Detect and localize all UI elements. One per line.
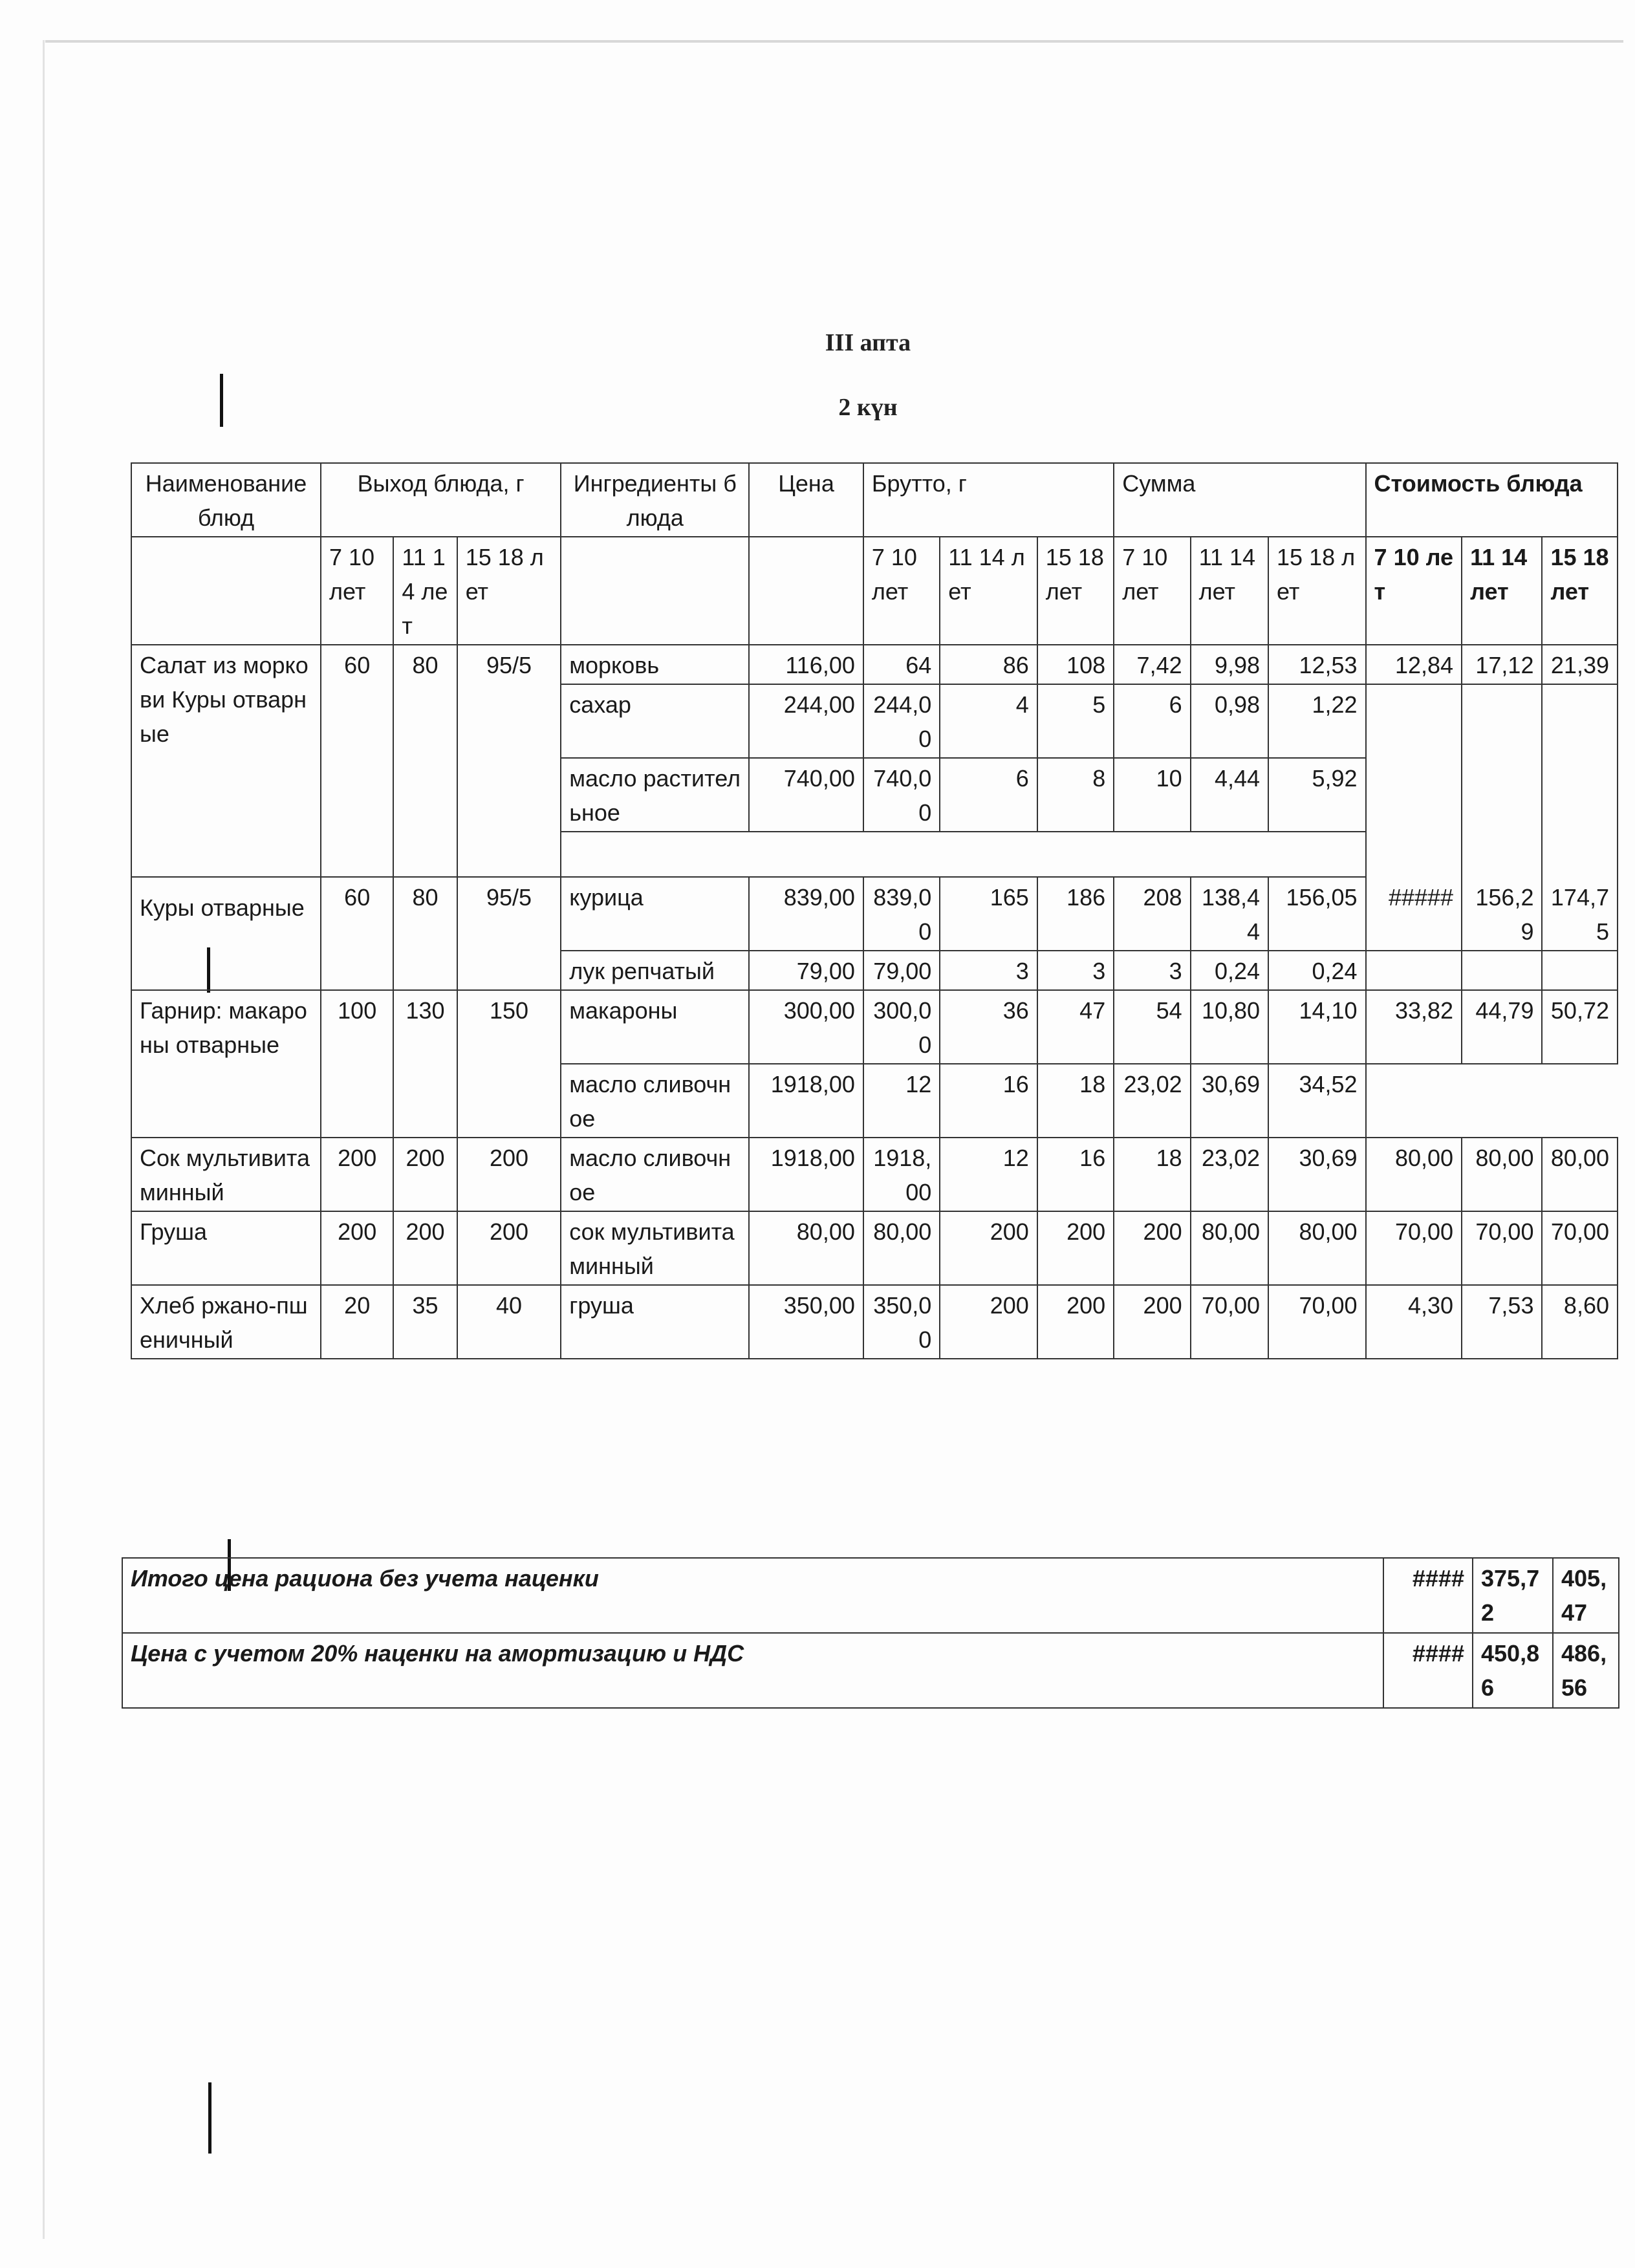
sum-value: 14,10 — [1268, 990, 1366, 1064]
cost-value: 17,12 — [1462, 645, 1542, 684]
ingredient: лук репчатый — [561, 951, 749, 990]
price: 1918,00 — [749, 1138, 863, 1211]
sum-value: 18 — [1114, 1138, 1190, 1211]
sum-value: 34,52 — [1268, 1064, 1366, 1138]
col-price: Цена — [749, 463, 863, 537]
gross-value: 200 — [940, 1211, 1037, 1285]
price: 244,00 — [749, 684, 863, 758]
cost-value: 12,84 — [1366, 645, 1462, 684]
cost-value: 70,00 — [1542, 1211, 1618, 1285]
total-value: #### — [1383, 1633, 1473, 1708]
cost-value: 80,00 — [1462, 1138, 1542, 1211]
total-value: 375,72 — [1473, 1558, 1553, 1633]
sum-value: 54 — [1114, 990, 1190, 1064]
total-value: 450,86 — [1473, 1633, 1553, 1708]
yield-value: 35 — [393, 1285, 457, 1359]
gross-value: 3 — [1037, 951, 1114, 990]
sum-value: 12,53 — [1268, 645, 1366, 684]
cost-value: ##### — [1366, 877, 1462, 951]
gross-value: 200 — [940, 1285, 1037, 1359]
gross-value: 18 — [1037, 1064, 1114, 1138]
sum-value: 200 — [1114, 1211, 1190, 1285]
yield-value: 200 — [321, 1211, 393, 1285]
cost-value: 156,29 — [1462, 877, 1542, 951]
sum-value: 30,69 — [1268, 1138, 1366, 1211]
age-header: 11 14 лет — [1462, 537, 1542, 645]
yield-value: 200 — [321, 1138, 393, 1211]
table-row — [131, 645, 1618, 684]
gross-value: 200 — [1037, 1211, 1114, 1285]
total-row — [122, 1558, 1619, 1633]
yield-value: 60 — [321, 645, 393, 877]
gross-value: 36 — [940, 990, 1037, 1064]
yield-value: 40 — [457, 1285, 561, 1359]
total-value: #### — [1383, 1558, 1473, 1633]
age-header: 11 14 лет — [1191, 537, 1268, 645]
sum-value: 3 — [1114, 951, 1190, 990]
sum-value: 7,42 — [1114, 645, 1190, 684]
dish-name: Хлеб ржано-пшеничный — [131, 1285, 321, 1359]
gross-value: 8 — [1037, 758, 1114, 832]
sum-value: 10 — [1114, 758, 1190, 832]
yield-value: 200 — [393, 1138, 457, 1211]
yield-value: 200 — [457, 1138, 561, 1211]
age-header: 15 18 лет — [1268, 537, 1366, 645]
sum-value: 70,00 — [1268, 1285, 1366, 1359]
ingredient: масло сливочное — [561, 1064, 749, 1138]
ingredient: масло сливочное — [561, 1138, 749, 1211]
ingredient: сахар — [561, 684, 749, 758]
cost-value: 80,00 — [1366, 1138, 1462, 1211]
ingredient: морковь — [561, 645, 749, 684]
sum-value: 10,80 — [1191, 990, 1268, 1064]
gross-value: 186 — [1037, 877, 1114, 951]
ingredient: курица — [561, 877, 749, 951]
yield-value: 60 — [321, 877, 393, 990]
price: 1918,00 — [749, 1064, 863, 1138]
dish-name: Гарнир: макароны отварные — [131, 990, 321, 1138]
age-header: 7 10 лет — [863, 537, 940, 645]
total-value: 405,47 — [1553, 1558, 1619, 1633]
gross-value: 12 — [940, 1138, 1037, 1211]
price: 839,00 — [749, 877, 863, 951]
scan-edge — [45, 40, 1623, 43]
yield-value: 150 — [457, 990, 561, 1138]
sum-value: 6 — [1114, 684, 1190, 758]
col-gross: Брутто, г — [863, 463, 1114, 537]
menu-table — [131, 462, 1618, 1359]
col-dish: Наименование блюд — [131, 463, 321, 537]
sum-value: 0,24 — [1268, 951, 1366, 990]
sum-value: 0,24 — [1191, 951, 1268, 990]
yield-value: 80 — [393, 877, 457, 990]
yield-value: 95/5 — [457, 877, 561, 990]
gross-value: 6 — [940, 758, 1037, 832]
cost-value: 50,72 — [1542, 990, 1618, 1064]
gross-value: 86 — [940, 645, 1037, 684]
sum-value: 208 — [1114, 877, 1190, 951]
dish-name: Сок мультивитаминный — [131, 1138, 321, 1211]
age-header: 7 10 лет — [1114, 537, 1190, 645]
price: 300,00 — [749, 990, 863, 1064]
sum-value: 200 — [1114, 1285, 1190, 1359]
price: 116,00 — [749, 645, 863, 684]
price: 740,00 — [749, 758, 863, 832]
gross-value: 80,00 — [863, 1211, 940, 1285]
cost-value: 21,39 — [1542, 645, 1618, 684]
table-row — [131, 1211, 1618, 1285]
age-row — [131, 537, 1618, 645]
age-header: 7 10 лет — [1366, 537, 1462, 645]
yield-value: 80 — [393, 645, 457, 877]
sum-value: 156,05 — [1268, 877, 1366, 951]
yield-value: 200 — [457, 1211, 561, 1285]
gross-value: 12 — [863, 1064, 940, 1138]
gross-value: 79,00 — [863, 951, 940, 990]
yield-value: 95/5 — [457, 645, 561, 877]
price: 79,00 — [749, 951, 863, 990]
gross-value: 47 — [1037, 990, 1114, 1064]
age-header: 15 18 лет — [457, 537, 561, 645]
gross-value: 4 — [940, 684, 1037, 758]
sum-value: 23,02 — [1114, 1064, 1190, 1138]
table-row — [131, 1285, 1618, 1359]
yield-value: 200 — [393, 1211, 457, 1285]
ingredient: сок мультивитаминный — [561, 1211, 749, 1285]
age-header: 7 10 лет — [321, 537, 393, 645]
sum-value: 9,98 — [1191, 645, 1268, 684]
total-with-markup-label: Цена с учетом 20% наценки на амортизацию и НДС — [122, 1633, 1383, 1708]
sum-value: 4,44 — [1191, 758, 1268, 832]
gross-value: 300,00 — [863, 990, 940, 1064]
cost-value: 33,82 — [1366, 990, 1462, 1064]
gross-value: 3 — [940, 951, 1037, 990]
sum-value: 1,22 — [1268, 684, 1366, 758]
sum-value: 23,02 — [1191, 1138, 1268, 1211]
col-ingredients: Ингредиенты блюда — [561, 463, 749, 537]
scan-mark — [208, 2082, 211, 2154]
sum-value: 30,69 — [1191, 1064, 1268, 1138]
gross-value: 1918,00 — [863, 1138, 940, 1211]
sum-value: 5,92 — [1268, 758, 1366, 832]
cost-value: 7,53 — [1462, 1285, 1542, 1359]
total-no-markup-label: Итого цена рациона без учета наценки — [122, 1558, 1383, 1633]
cost-value: 80,00 — [1542, 1138, 1618, 1211]
age-header: 15 18 лет — [1542, 537, 1618, 645]
total-row — [122, 1633, 1619, 1708]
cost-value: 4,30 — [1366, 1285, 1462, 1359]
cost-value: 174,75 — [1542, 877, 1618, 951]
ingredient: масло растительное — [561, 758, 749, 832]
gross-value: 244,00 — [863, 684, 940, 758]
gross-value: 64 — [863, 645, 940, 684]
gross-value: 350,00 — [863, 1285, 940, 1359]
price: 80,00 — [749, 1211, 863, 1285]
scan-edge — [43, 40, 45, 2239]
sum-value: 70,00 — [1191, 1285, 1268, 1359]
age-header: 15 18 лет — [1037, 537, 1114, 645]
header-row — [131, 463, 1618, 537]
cost-value: 70,00 — [1462, 1211, 1542, 1285]
age-header: 11 14 лет — [940, 537, 1037, 645]
yield-value: 130 — [393, 990, 457, 1138]
week-title: III апта — [825, 329, 911, 356]
col-cost: Стоимость блюда — [1366, 463, 1618, 537]
gross-value: 16 — [940, 1064, 1037, 1138]
sum-value: 138,44 — [1191, 877, 1268, 951]
total-value: 486,56 — [1553, 1633, 1619, 1708]
dish-name: Куры отварные — [131, 877, 321, 990]
gross-value: 165 — [940, 877, 1037, 951]
table-row — [131, 877, 1618, 951]
day-title: 2 күн — [838, 394, 898, 421]
cost-value: 70,00 — [1366, 1211, 1462, 1285]
yield-value: 20 — [321, 1285, 393, 1359]
gross-value: 16 — [1037, 1138, 1114, 1211]
sum-value: 80,00 — [1191, 1211, 1268, 1285]
gross-value: 108 — [1037, 645, 1114, 684]
dish-name: Груша — [131, 1211, 321, 1285]
gross-value: 5 — [1037, 684, 1114, 758]
gross-value: 740,00 — [863, 758, 940, 832]
gross-value: 200 — [1037, 1285, 1114, 1359]
table-row — [131, 990, 1618, 1064]
yield-value: 100 — [321, 990, 393, 1138]
col-sum: Сумма — [1114, 463, 1365, 537]
ingredient: макароны — [561, 990, 749, 1064]
ingredient: груша — [561, 1285, 749, 1359]
price: 350,00 — [749, 1285, 863, 1359]
cost-value: 8,60 — [1542, 1285, 1618, 1359]
table-row — [131, 1138, 1618, 1211]
sum-value: 80,00 — [1268, 1211, 1366, 1285]
cost-value: 44,79 — [1462, 990, 1542, 1064]
totals-table — [122, 1557, 1619, 1709]
dish-name: Салат из моркови Куры отварные — [131, 645, 321, 877]
age-header: 11 14 лет — [393, 537, 457, 645]
sum-value: 0,98 — [1191, 684, 1268, 758]
col-yield: Выход блюда, г — [321, 463, 561, 537]
gross-value: 839,00 — [863, 877, 940, 951]
